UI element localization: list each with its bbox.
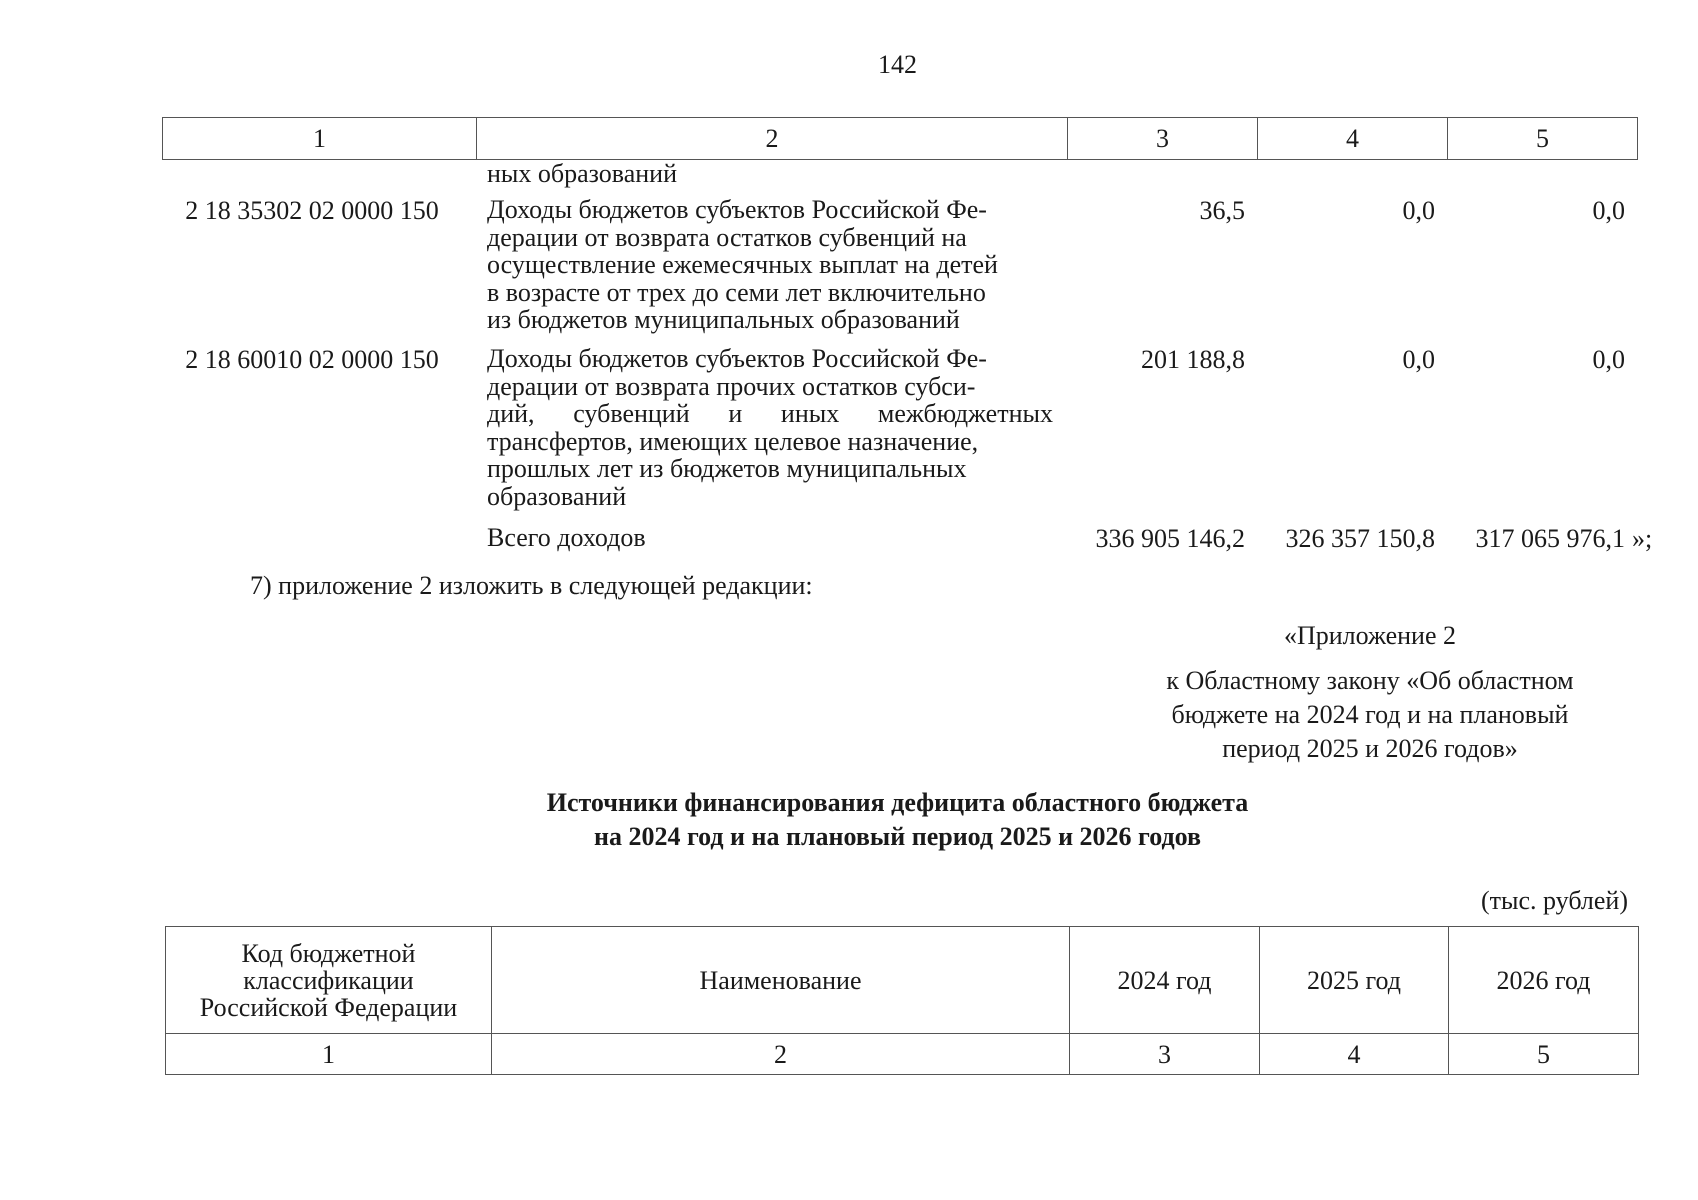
header-name: Наименование — [492, 927, 1070, 1034]
continuation-text: ных образований — [487, 159, 677, 188]
amendment-paragraph: 7) приложение 2 изложить в следующей редакции: — [250, 571, 813, 600]
income-description — [487, 345, 1053, 510]
column-number-3: 3 — [1070, 1034, 1260, 1075]
description-line: трансфертов, имеющих целевое назначение, — [487, 426, 979, 456]
column-number-4: 4 — [1258, 118, 1448, 160]
value-2024: 36,5 — [1199, 196, 1245, 225]
appendix-reference — [1120, 664, 1620, 766]
description-word: межбюджетных — [877, 399, 1053, 428]
column-number-1: 1 — [163, 118, 477, 160]
column-number-1: 1 — [166, 1034, 492, 1075]
header-2025: 2025 год — [1260, 927, 1449, 1034]
page-number: 142 — [878, 50, 917, 79]
value-2026: 0,0 — [1592, 345, 1625, 374]
description-line: прошлых лет из бюджетов муниципальных — [487, 454, 967, 483]
description-line — [487, 400, 1053, 428]
description-line: дерации от возврата прочих остатков субси- — [487, 371, 976, 401]
column-number-3: 3 — [1068, 118, 1258, 160]
description-word: иных — [780, 399, 840, 428]
continued-table-header — [162, 117, 1638, 160]
budget-code: 2 18 35302 02 0000 150 — [185, 196, 439, 225]
column-number-4: 4 — [1260, 1034, 1449, 1075]
column-number-2: 2 — [492, 1034, 1070, 1075]
value-2025: 0,0 — [1402, 345, 1435, 374]
value-2024: 201 188,8 — [1141, 345, 1245, 374]
description-word: дий, — [487, 399, 535, 428]
total-2024: 336 905 146,2 — [1095, 524, 1245, 553]
header-2024: 2024 год — [1070, 927, 1260, 1034]
column-number-2: 2 — [477, 118, 1068, 160]
appendix-line: период 2025 и 2026 годов» — [1222, 734, 1518, 763]
value-2025: 0,0 — [1402, 196, 1435, 225]
description-line: Доходы бюджетов субъектов Российской Фе- — [487, 195, 987, 224]
description-line: осуществление ежемесячных выплат на детей — [487, 250, 998, 279]
title-line: на 2024 год и на плановый период 2025 и 2026 годов — [593, 822, 1202, 851]
budget-code: 2 18 60010 02 0000 150 — [185, 345, 439, 374]
description-line: Доходы бюджетов субъектов Российской Фе- — [487, 344, 987, 373]
appendix-line: к Областному закону «Об областном — [1166, 666, 1574, 695]
total-2025: 326 357 150,8 — [1285, 524, 1435, 553]
column-number-5: 5 — [1448, 118, 1638, 160]
document-title — [0, 786, 1698, 854]
value-2026: 0,0 — [1592, 196, 1625, 225]
description-word: и — [728, 399, 743, 428]
unit-label: (тыс. рублей) — [1480, 886, 1628, 915]
income-description — [487, 196, 1053, 334]
description-line: из бюджетов муниципальных образований — [487, 305, 960, 334]
appendix-line: бюджете на 2024 год и на плановый — [1171, 700, 1569, 729]
financing-sources-table — [165, 926, 1639, 1075]
description-line: дерации от возврата остатков субвенций на — [487, 222, 967, 252]
appendix-title: «Приложение 2 — [1283, 621, 1457, 650]
header-2026: 2026 год — [1449, 927, 1639, 1034]
total-label: Всего доходов — [487, 523, 646, 552]
column-number-5: 5 — [1449, 1034, 1639, 1075]
title-line: Источники финансирования дефицита областного бюджета — [546, 788, 1249, 817]
description-line: образований — [487, 481, 627, 511]
description-line: в возрасте от трех до семи лет включительно — [487, 277, 986, 307]
header-budget-code: Код бюджетной классификации Российской Федерации — [166, 927, 492, 1034]
quote-suffix: »; — [1632, 524, 1653, 553]
description-word: субвенций — [573, 399, 690, 428]
total-2026: 317 065 976,1 — [1475, 524, 1625, 553]
